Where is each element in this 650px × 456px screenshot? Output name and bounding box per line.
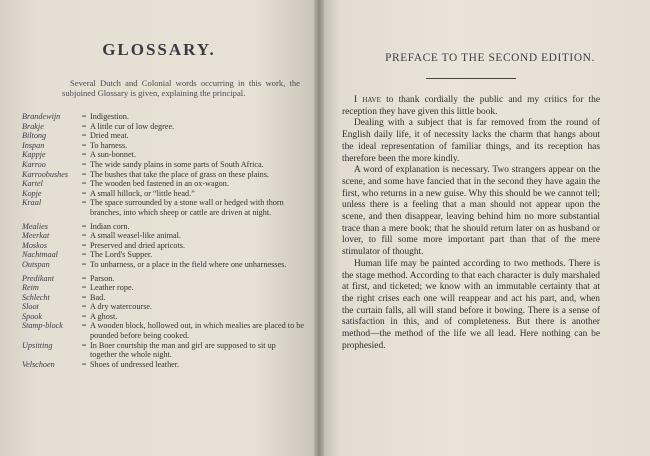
glossary-definition: The bushes that take the place of grass on these plains. xyxy=(90,169,269,179)
glossary-term: Reim xyxy=(22,283,39,293)
preface-paragraph-4: Human life may be painted according to two methods. There is the stage method. According to that each character is duly marshaled at first, and ticketed; we know with an immutable certainty that at the right crises each one will reappear and act his part, and, when the curtain falls, all will stand before it bowing. There is a sense of satisfaction in this, and of completeness. But there is another method—the method of the life we all lead. Here nothing can be prophesied. xyxy=(342,258,600,351)
glossary-definition: A ghost. xyxy=(90,311,118,321)
glossary-entry xyxy=(22,189,304,199)
equals-sign: = xyxy=(81,188,87,198)
glossary-term: Outspan xyxy=(22,259,50,269)
equals-sign: = xyxy=(81,259,87,269)
glossary-intro: Several Dutch and Colonial words occurring in this work, the subjoined Glossary is given, explaining the principal. xyxy=(62,78,300,98)
glossary-entry xyxy=(22,131,304,141)
glossary-definition: The space surrounded by a stone wall or hedged with thorn branches, into which sheep or cattle are driven at night. xyxy=(90,198,284,217)
equals-sign: = xyxy=(81,359,87,369)
equals-sign: = xyxy=(81,250,87,260)
glossary-definition: Parson. xyxy=(90,273,115,283)
glossary-entry xyxy=(22,302,304,312)
glossary-entry xyxy=(22,170,304,180)
glossary-entry xyxy=(22,122,304,132)
equals-sign: = xyxy=(81,273,87,283)
glossary-term: Inspan xyxy=(22,140,45,150)
glossary-definition: Dried meat. xyxy=(90,131,129,141)
glossary-definition: A little cur of low degree. xyxy=(90,121,175,131)
glossary-entry xyxy=(22,293,304,303)
glossary-definition: Shoes of undressed leather. xyxy=(90,359,180,369)
glossary-entry xyxy=(22,274,304,284)
equals-sign: = xyxy=(81,221,87,231)
glossary-definition: A wooden block, hollowed out, in which mealies are placed to be pounded before being cooked. xyxy=(90,321,304,341)
glossary-term: Kopje xyxy=(22,188,42,198)
glossary-title: GLOSSARY. xyxy=(102,40,216,59)
glossary-definition: Indigestion. xyxy=(90,112,129,121)
equals-sign: = xyxy=(81,231,87,241)
glossary-term: Karroobushes xyxy=(22,169,69,179)
glossary-definition: The wide sandy plains in some parts of South Africa. xyxy=(90,159,264,169)
preface-body xyxy=(342,95,600,352)
glossary-term: Sloot xyxy=(22,302,39,312)
equals-sign: = xyxy=(81,131,87,141)
glossary-definition: A small hillock, or “little head.” xyxy=(90,188,195,198)
glossary-entry xyxy=(22,141,304,151)
glossary-entry xyxy=(22,241,304,251)
preface-paragraph-1: I have to thank cordially the public and my critics for the reception they have given this little book. xyxy=(342,95,600,117)
glossary-term: Velschoen xyxy=(22,359,55,369)
preface-lead-word: I have xyxy=(354,95,381,105)
equals-sign: = xyxy=(81,283,87,293)
glossary-entry xyxy=(22,222,304,232)
glossary-term: Predikant xyxy=(22,273,54,283)
glossary-term: Mealies xyxy=(22,221,48,231)
glossary-entry xyxy=(22,312,304,322)
preface-title: PREFACE TO THE SECOND EDITION. xyxy=(385,52,595,64)
glossary-term: Upsitting xyxy=(22,340,53,350)
glossary-term: Stamp-block xyxy=(22,321,63,331)
equals-sign: = xyxy=(81,150,87,160)
glossary-entry xyxy=(22,179,304,189)
glossary-definition: To harness. xyxy=(90,140,128,150)
glossary-term: Karroo xyxy=(22,159,46,169)
glossary-definition: The Lord's Supper. xyxy=(90,250,153,260)
equals-sign: = xyxy=(81,140,87,150)
glossary-list xyxy=(22,112,304,369)
glossary-term: Schlecht xyxy=(22,292,50,302)
glossary-definition: Indian corn. xyxy=(90,221,130,231)
preface-paragraph-2: Dealing with a subject that is far removed from the round of English daily life, it of necessity lacks the charm that hangs about the ideal representation of familiar things, and its reception has therefore been the more kindly. xyxy=(342,118,600,164)
glossary-term: Kappje xyxy=(22,150,46,160)
equals-sign: = xyxy=(81,112,87,121)
glossary-term: Kraal xyxy=(22,198,42,208)
equals-sign: = xyxy=(81,292,87,302)
glossary-term: Moskos xyxy=(22,240,48,250)
glossary-entry xyxy=(22,198,304,217)
glossary-term: Spook xyxy=(22,311,43,321)
equals-sign: = xyxy=(81,240,87,250)
glossary-term: Brandewijn xyxy=(22,112,61,121)
glossary-definition: A sun-bonnet. xyxy=(90,150,136,160)
glossary-entry xyxy=(22,150,304,160)
equals-sign: = xyxy=(81,121,87,131)
glossary-entry xyxy=(22,112,304,122)
glossary-entry xyxy=(22,231,304,241)
glossary-entry xyxy=(22,283,304,293)
glossary-definition: The wooden bed fastened in an ox-wagon. xyxy=(90,179,229,189)
equals-sign: = xyxy=(81,179,87,189)
equals-sign: = xyxy=(81,311,87,321)
glossary-term: Nachtmaal xyxy=(22,250,58,260)
glossary-entry xyxy=(22,341,304,360)
equals-sign: = xyxy=(81,159,87,169)
glossary-entry xyxy=(22,260,304,270)
glossary-entry xyxy=(22,250,304,260)
glossary-definition: In Boer courtship the man and girl are supposed to sit up together the whole night. xyxy=(90,340,276,360)
glossary-entry xyxy=(22,321,304,340)
glossary-term: Meerkat xyxy=(22,231,50,241)
equals-sign: = xyxy=(81,302,87,312)
glossary-definition: Leather rope. xyxy=(90,283,134,293)
preface-paragraph-3: A word of explanation is necessary. Two strangers appear on the scene, and some have fancied that in the second they have again the first, who returns in a new guise. Why this should be we cannot tell; unless there is a feeling that a man should not appear upon the scene, and then disappear, leaving behind him no more substantial trace than a mere book; that he should return later on as husband or lover, to fill some more important part than that of the mere stimulator of thought. xyxy=(342,165,600,258)
glossary-definition: To unharness, or a place in the field where one unharnesses. xyxy=(90,259,287,269)
equals-sign: = xyxy=(81,198,87,208)
equals-sign: = xyxy=(81,340,87,350)
book-gutter xyxy=(314,0,324,456)
glossary-term: Kartel xyxy=(22,179,43,189)
glossary-definition: Preserved and dried apricots. xyxy=(90,240,186,250)
glossary-definition: Bad. xyxy=(90,292,106,302)
glossary-definition: A dry watercourse. xyxy=(90,302,153,312)
glossary-term: Brakje xyxy=(22,121,44,131)
glossary-definition: A small weasel-like animal. xyxy=(90,231,181,241)
title-rule-divider xyxy=(426,78,516,79)
glossary-entry xyxy=(22,360,304,370)
equals-sign: = xyxy=(81,169,87,179)
glossary-entry xyxy=(22,160,304,170)
glossary-term: Biltong xyxy=(22,131,47,141)
equals-sign: = xyxy=(81,321,87,331)
